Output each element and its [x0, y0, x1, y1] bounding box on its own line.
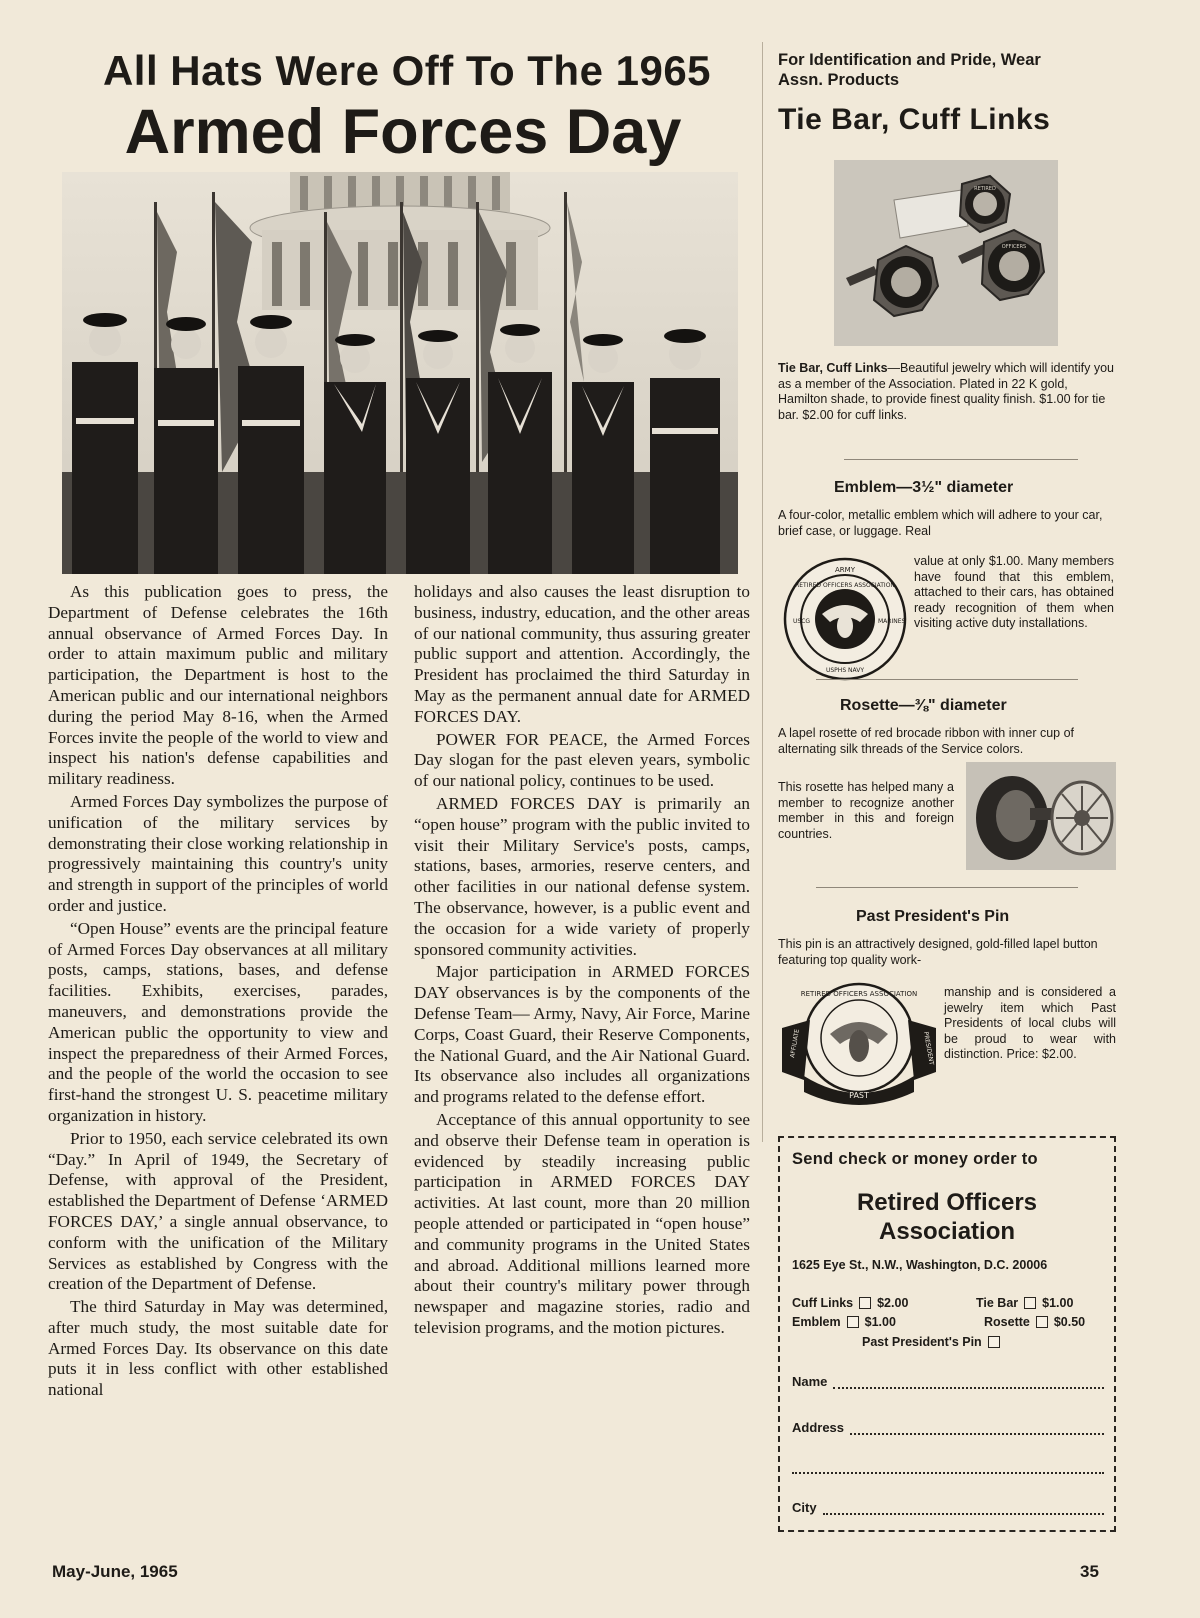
option-cuff-links	[792, 1296, 908, 1310]
article-paragraph: POWER FOR PEACE, the Armed Forces Day slogan for the past eleven years, symbolic of our national policy, continues to be used.	[414, 729, 750, 791]
tie-bar-description	[778, 361, 1116, 423]
field-label: City	[792, 1500, 817, 1515]
article-paragraph: Acceptance of this annual opportunity to see and observe their Defense team in operation is evidenced by steadily increasing public participation in ARMED FORCES DAY activities. At last count, more than 20 million people attended or participated in “open house” and community programs in the United States and abroad. Additional millions learned more about their country's military power through newspaper and magazine stories, radio and television programs, and the motion pictures.	[414, 1109, 750, 1337]
option-label: Emblem	[792, 1315, 841, 1329]
option-label: Tie Bar	[976, 1296, 1019, 1310]
emblem-badge	[782, 556, 908, 682]
tie-bar-checkbox[interactable]	[1024, 1297, 1036, 1309]
option-price: $0.50	[1053, 1315, 1086, 1329]
city-line[interactable]	[823, 1503, 1104, 1515]
option-tie-bar	[976, 1296, 1073, 1310]
pin-text: PAST	[849, 1091, 869, 1100]
honor-guard-photo	[62, 172, 738, 574]
headline-line-2: Armed Forces Day	[124, 97, 682, 167]
section-divider	[816, 679, 1078, 680]
emblem-text: USPHS NAVY	[825, 667, 865, 674]
article-paragraph: Prior to 1950, each service celebrated its own “Day.” In April of 1949, the Secretary of Defense, with approval of the President, established the Department of Defense ‘ARMED FORCES DAY,’ a single annual observance, to conform with the unification of the Military Services as established by Congress with the creation of the Department of Defense.	[48, 1128, 388, 1294]
pin-description: This pin is an attractively designed, gold-filled lapel button featuring top quality work-	[778, 937, 1098, 967]
engraving-text: OFFICERS	[1001, 244, 1027, 250]
option-price: $2.00	[877, 1296, 909, 1310]
option-label: Rosette	[984, 1315, 1030, 1329]
pin-text: PRESIDENT	[922, 1031, 935, 1066]
engraving-text: RETIRED	[974, 186, 996, 192]
option-price: $1.00	[1042, 1296, 1074, 1310]
promo-kicker: For Identification and Pride, Wear Assn. Products	[778, 51, 1041, 89]
org-line-1: Retired Officers	[856, 1189, 1038, 1216]
option-emblem	[792, 1315, 896, 1329]
name-field[interactable]	[792, 1374, 1104, 1389]
page-number: 35	[1080, 1562, 1099, 1581]
option-price: $1.00	[864, 1315, 896, 1329]
article-paragraph: holidays and also causes the least disruption to business, industry, education, and the other areas of our national community, thus assuring greater public support and attention. Accordingly, the President has proclaimed the third Saturday in May as the permanent annual date for ARMED FORCES DAY.	[414, 582, 750, 726]
column-divider	[762, 42, 763, 1142]
article-paragraph: Armed Forces Day symbolizes the purpose of unification of the military services by demonstrating their close working relationship in progressively maintaining this country's unity and strength in support of the principles of world order and justice.	[48, 791, 388, 915]
rosette-description: A lapel rosette of red brocade ribbon with inner cup of alternating silk threads of the Service colors.	[778, 726, 1075, 756]
address-field[interactable]	[792, 1420, 1104, 1435]
address-line-2-field[interactable]	[792, 1462, 1104, 1474]
emblem-text: ARMY	[835, 566, 855, 574]
pin-text: RETIRED OFFICERS ASSOCIATION	[800, 990, 918, 998]
section-divider	[816, 887, 1078, 888]
article-paragraph: “Open House” events are the principal feature of Armed Forces Day observances at all military posts, camps, stations, bases, and defense facilities. Exhibits, exercises, parades, maneuvers, and demonstrations provide the American public the opportunity to view and inspect the preparedness of their Armed Forces, and the people of the world the occasion to see first-hand the strongest U. S. peacetime military organization in history.	[48, 918, 388, 1125]
option-label: Cuff Links	[792, 1296, 854, 1310]
address-line-2[interactable]	[792, 1462, 1104, 1474]
order-coupon	[778, 1136, 1116, 1532]
tie-bar-lead: Tie Bar, Cuff Links	[778, 361, 888, 375]
promo-title: Tie Bar, Cuff Links	[778, 103, 1051, 136]
rosette-photo	[966, 762, 1116, 870]
article-paragraph: ARMED FORCES DAY is primarily an “open house” program with the public invited to visit their Military Service's posts, camps, stations, bases, armories, reserve centers, and other facilities in our national defense system. The observance, however, is a public event and the occasion for a wide variety of properly sponsored community activities.	[414, 793, 750, 959]
pin-description-cont: manship and is considered a jewelry item which Past Presidents of local clubs will be proud to wear with distinction. Price: $2.00.	[944, 985, 1116, 1061]
emblem-text: MARINES	[878, 618, 906, 625]
pin-heading: Past President's Pin	[856, 908, 1010, 925]
article-paragraph: Major participation in ARMED FORCES DAY observances is by the components of the Defense Team— Army, Navy, Air Force, Marine Corps, Coast Guard, their Reserve Components, the National Guard, and the Air National Guard. Its observance also includes all organizations and programs related to the defense effort.	[414, 962, 750, 1107]
coupon-send-line: Send check or money order to	[792, 1150, 1038, 1168]
section-divider	[844, 459, 1078, 460]
field-label: Address	[792, 1420, 845, 1435]
tie-bar-cuff-links-photo	[834, 160, 1058, 346]
past-presidents-pin-checkbox[interactable]	[988, 1336, 1000, 1348]
rosette-description-cont: This rosette has helped many a member to recognize another member in this and foreign countries.	[778, 780, 954, 841]
option-label: Past President's Pin	[862, 1335, 982, 1349]
emblem-heading: Emblem—3½" diameter	[834, 479, 1014, 496]
name-line[interactable]	[833, 1377, 1104, 1389]
issue-date: May-June, 1965	[52, 1562, 178, 1581]
coupon-address: 1625 Eye St., N.W., Washington, D.C. 20006	[792, 1258, 1048, 1272]
tie-bar-text: —Beautiful jewelry which will identify you as a member of the Association. Plated in 22 K gold, Hamilton shade, to provide finest quality finish. $1.00 for tie bar. $2.00 for cuff links.	[778, 361, 1114, 422]
article-paragraph: The third Saturday in May was determined, after much study, the most suitable date for Armed Forces Day. Its observance on this date puts it in less conflict with other established national	[48, 1297, 388, 1400]
rosette-heading: Rosette—⅜" diameter	[840, 697, 1007, 714]
option-past-presidents-pin	[862, 1335, 1000, 1349]
emblem-text: RETIRED OFFICERS ASSOCIATION	[795, 582, 895, 589]
emblem-checkbox[interactable]	[847, 1316, 859, 1328]
article-column-1	[48, 582, 388, 1403]
article-column-2	[414, 582, 750, 1341]
rosette-checkbox[interactable]	[1036, 1316, 1048, 1328]
emblem-description: A four-color, metallic emblem which will adhere to your car, brief case, or luggage. Real	[778, 508, 1103, 538]
city-field[interactable]	[792, 1500, 1104, 1515]
headline-line-1: All Hats Were Off To The 1965	[102, 47, 712, 94]
org-line-2: Association	[878, 1218, 1016, 1245]
past-president-pin-badge	[780, 980, 938, 1114]
emblem-description-cont: value at only $1.00. Many members have found that this emblem, attached to their cars, has obtained ready recognition of them when visiting active duty installations.	[914, 554, 1114, 630]
address-line[interactable]	[850, 1423, 1104, 1435]
field-label: Name	[792, 1374, 828, 1389]
cuff-links-checkbox[interactable]	[859, 1297, 871, 1309]
article-paragraph: As this publication goes to press, the Department of Defense celebrates the 16th annual observance of Armed Forces Day. In order to attain maximum public and military participation, the Department is host to the American public and our international neighbors during the period May 8-16, when the Armed Forces invite the people of the world to view and inspect his nation's defense capabilities and military readiness.	[48, 582, 388, 789]
pin-text: AFFILIATE	[789, 1028, 802, 1059]
option-rosette	[984, 1315, 1085, 1329]
coupon-organization	[780, 1188, 1114, 1246]
emblem-text: USCG	[793, 618, 811, 625]
